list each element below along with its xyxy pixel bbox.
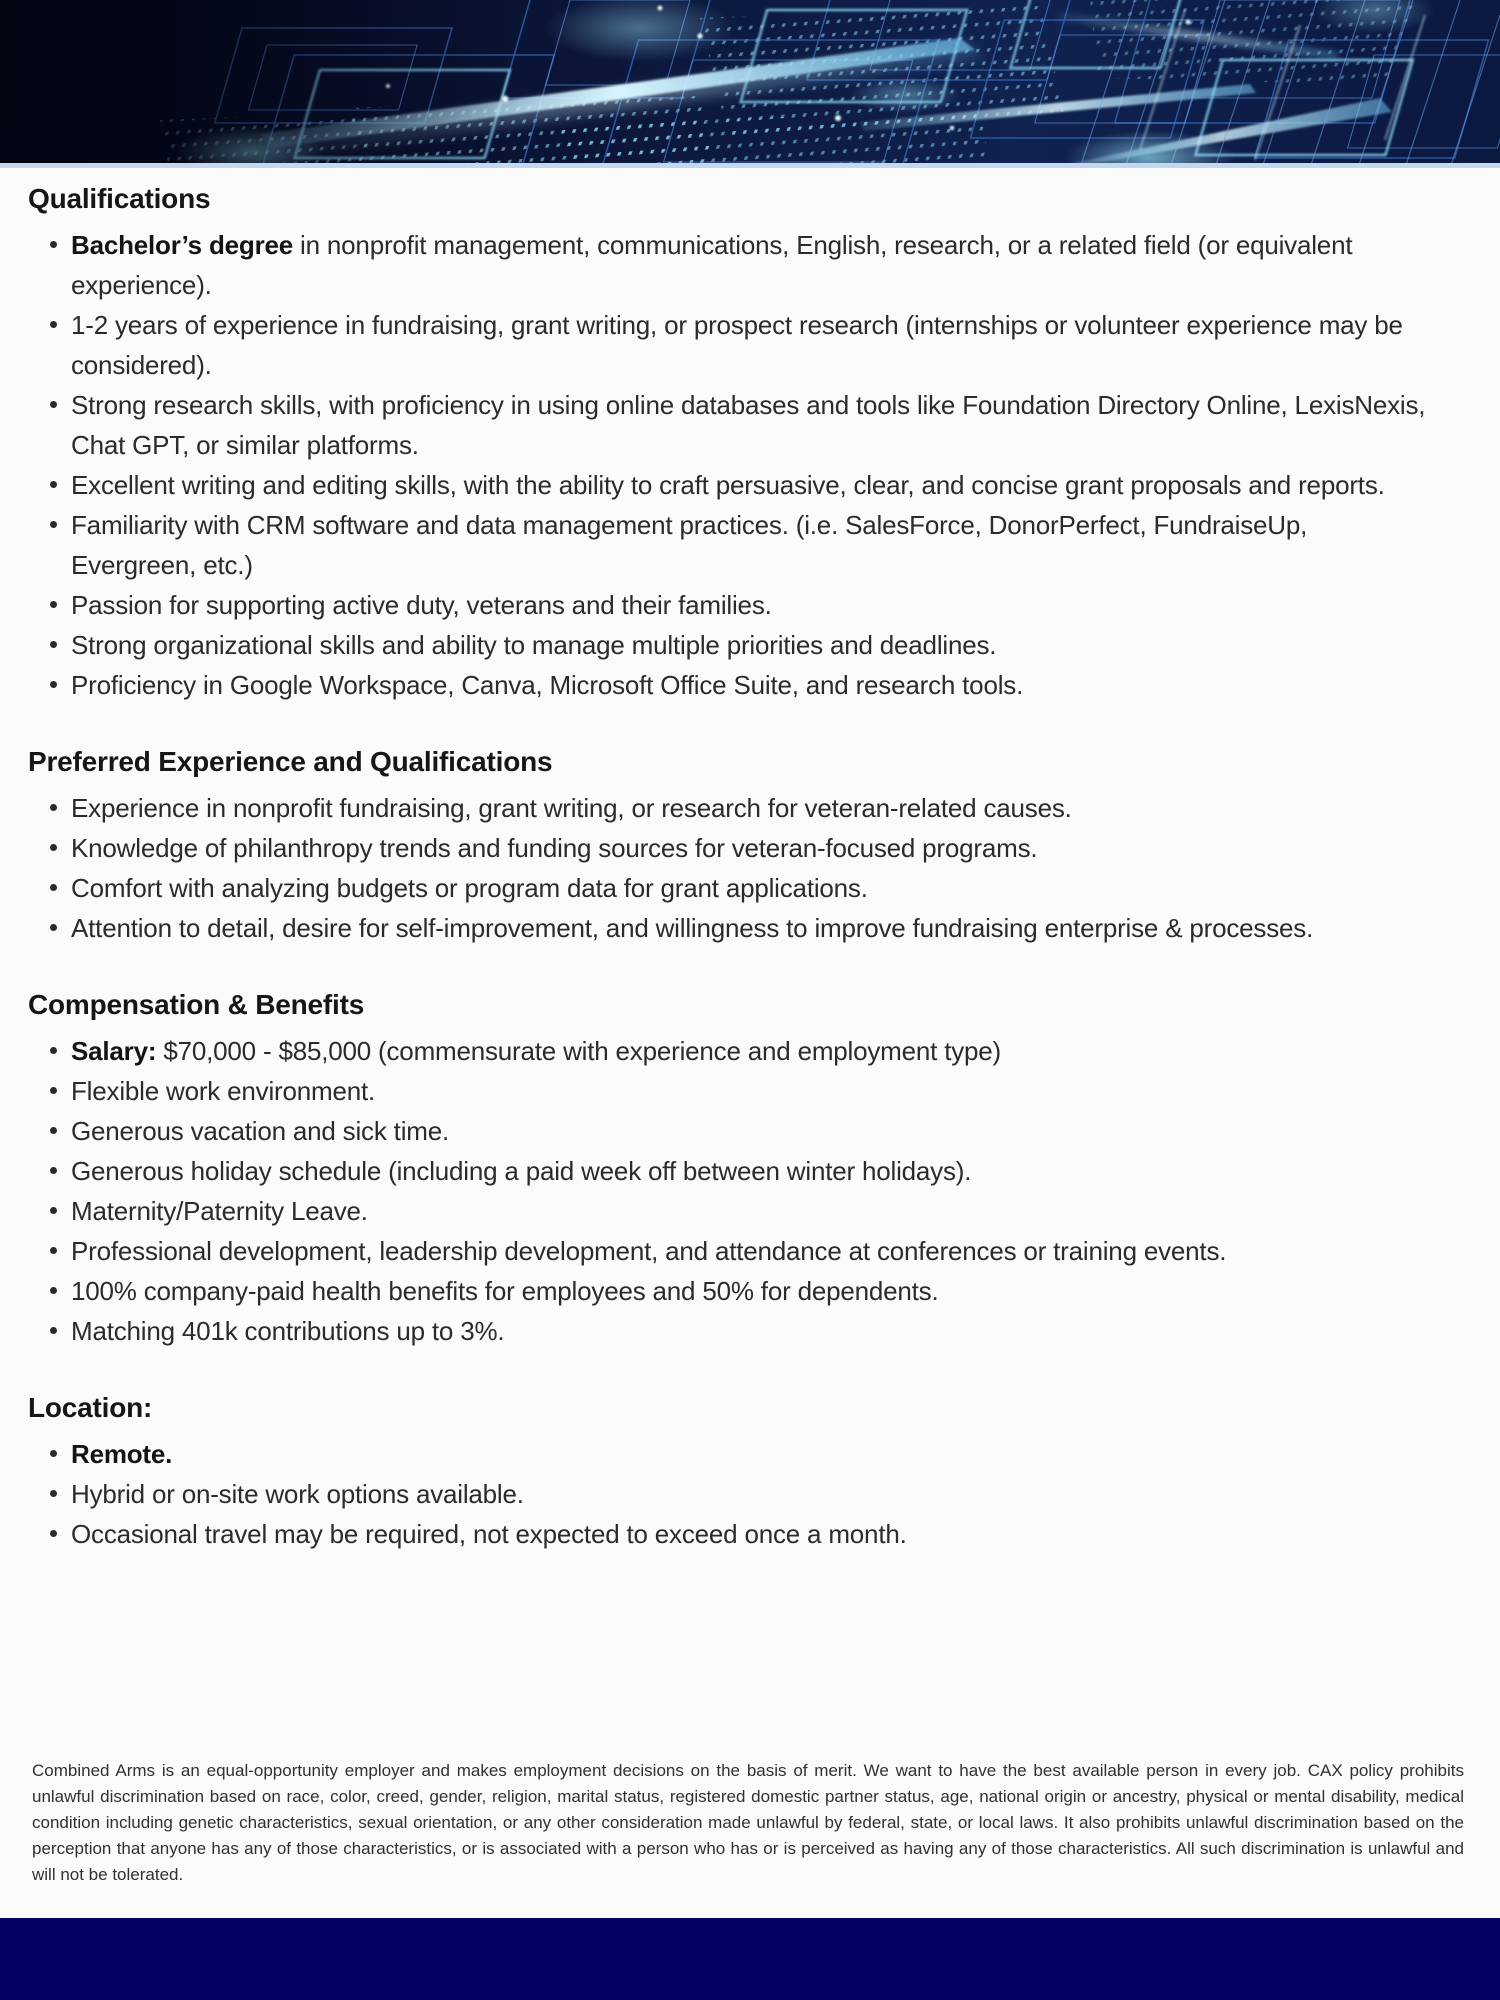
list-item: Knowledge of philanthropy trends and funding sources for veteran-focused programs. xyxy=(71,828,1430,868)
section-qualifications xyxy=(28,182,1430,705)
compensation-benefits-list xyxy=(28,1031,1430,1351)
list-item: Passion for supporting active duty, veterans and their families. xyxy=(71,585,1430,625)
list-item: Salary: $70,000 - $85,000 (commensurate with experience and employment type) xyxy=(71,1031,1430,1071)
section-title-location: Location: xyxy=(28,1392,153,1423)
list-item: Professional development, leadership development, and attendance at conferences or training events. xyxy=(71,1231,1430,1271)
list-item: Generous holiday schedule (including a paid week off between winter holidays). xyxy=(71,1151,1430,1191)
section-location xyxy=(28,1391,1430,1554)
section-title-preferred-experience: Preferred Experience and Qualifications xyxy=(28,746,553,777)
section-title-compensation-benefits: Compensation & Benefits xyxy=(28,989,365,1020)
list-item: Excellent writing and editing skills, with the ability to craft persuasive, clear, and concise grant proposals and reports. xyxy=(71,465,1430,505)
bold-text: Salary: xyxy=(71,1036,157,1066)
preferred-experience-list xyxy=(28,788,1430,948)
section-title-qualifications: Qualifications xyxy=(28,183,211,214)
bold-text: Remote. xyxy=(71,1439,173,1469)
list-item: Occasional travel may be required, not expected to exceed once a month. xyxy=(71,1514,1430,1554)
footer-bar xyxy=(0,1918,1500,2000)
list-item: Generous vacation and sick time. xyxy=(71,1111,1430,1151)
qualifications-list xyxy=(28,225,1430,705)
list-item: Bachelor’s degree in nonprofit management, communications, English, research, or a related field (or equivalent experience). xyxy=(71,225,1430,305)
list-item: Proficiency in Google Workspace, Canva, Microsoft Office Suite, and research tools. xyxy=(71,665,1430,705)
header-banner-image xyxy=(0,0,1500,168)
list-item: Attention to detail, desire for self-improvement, and willingness to improve fundraising enterprise & processes. xyxy=(71,908,1430,948)
list-item: Experience in nonprofit fundraising, grant writing, or research for veteran-related causes. xyxy=(71,788,1430,828)
list-item: Familiarity with CRM software and data management practices. (i.e. SalesForce, DonorPerfect, FundraiseUp, Evergreen, etc.) xyxy=(71,505,1430,585)
section-preferred-experience xyxy=(28,745,1430,948)
bold-text: Bachelor’s degree xyxy=(71,230,294,260)
eeo-disclaimer-paragraph: Combined Arms is an equal-opportunity employer and makes employment decisions on the basis of merit. We want to have the best available person in every job. CAX policy prohibits unlawful discrimination based on race, color, creed, gender, religion, marital status, registered domestic partner status, age, national origin or ancestry, physical or mental disability, medical condition including genetic characteristics, sexual orientation, or any other consideration made unlawful by federal, state, or local laws. It also prohibits unlawful discrimination based on the perception that anyone has any of those characteristics, or is associated with a person who has or is perceived as having any of those characteristics. All such discrimination is unlawful and will not be tolerated. xyxy=(32,1761,1464,1884)
location-list xyxy=(28,1434,1430,1554)
section-compensation-benefits xyxy=(28,988,1430,1351)
list-item: Flexible work environment. xyxy=(71,1071,1430,1111)
list-item: 100% company-paid health benefits for employees and 50% for dependents. xyxy=(71,1271,1430,1311)
list-item: Maternity/Paternity Leave. xyxy=(71,1191,1430,1231)
list-item: Strong research skills, with proficiency in using online databases and tools like Foundation Directory Online, LexisNexis, Chat GPT, or similar platforms. xyxy=(71,385,1430,465)
job-description-body xyxy=(0,168,1500,1554)
list-item xyxy=(71,1434,1430,1474)
list-item: Strong organizational skills and ability to manage multiple priorities and deadlines. xyxy=(71,625,1430,665)
list-item: Matching 401k contributions up to 3%. xyxy=(71,1311,1430,1351)
list-item: 1-2 years of experience in fundraising, grant writing, or prospect research (internships or volunteer experience may be considered). xyxy=(71,305,1430,385)
list-item: Comfort with analyzing budgets or program data for grant applications. xyxy=(71,868,1430,908)
list-item: Hybrid or on-site work options available. xyxy=(71,1474,1430,1514)
